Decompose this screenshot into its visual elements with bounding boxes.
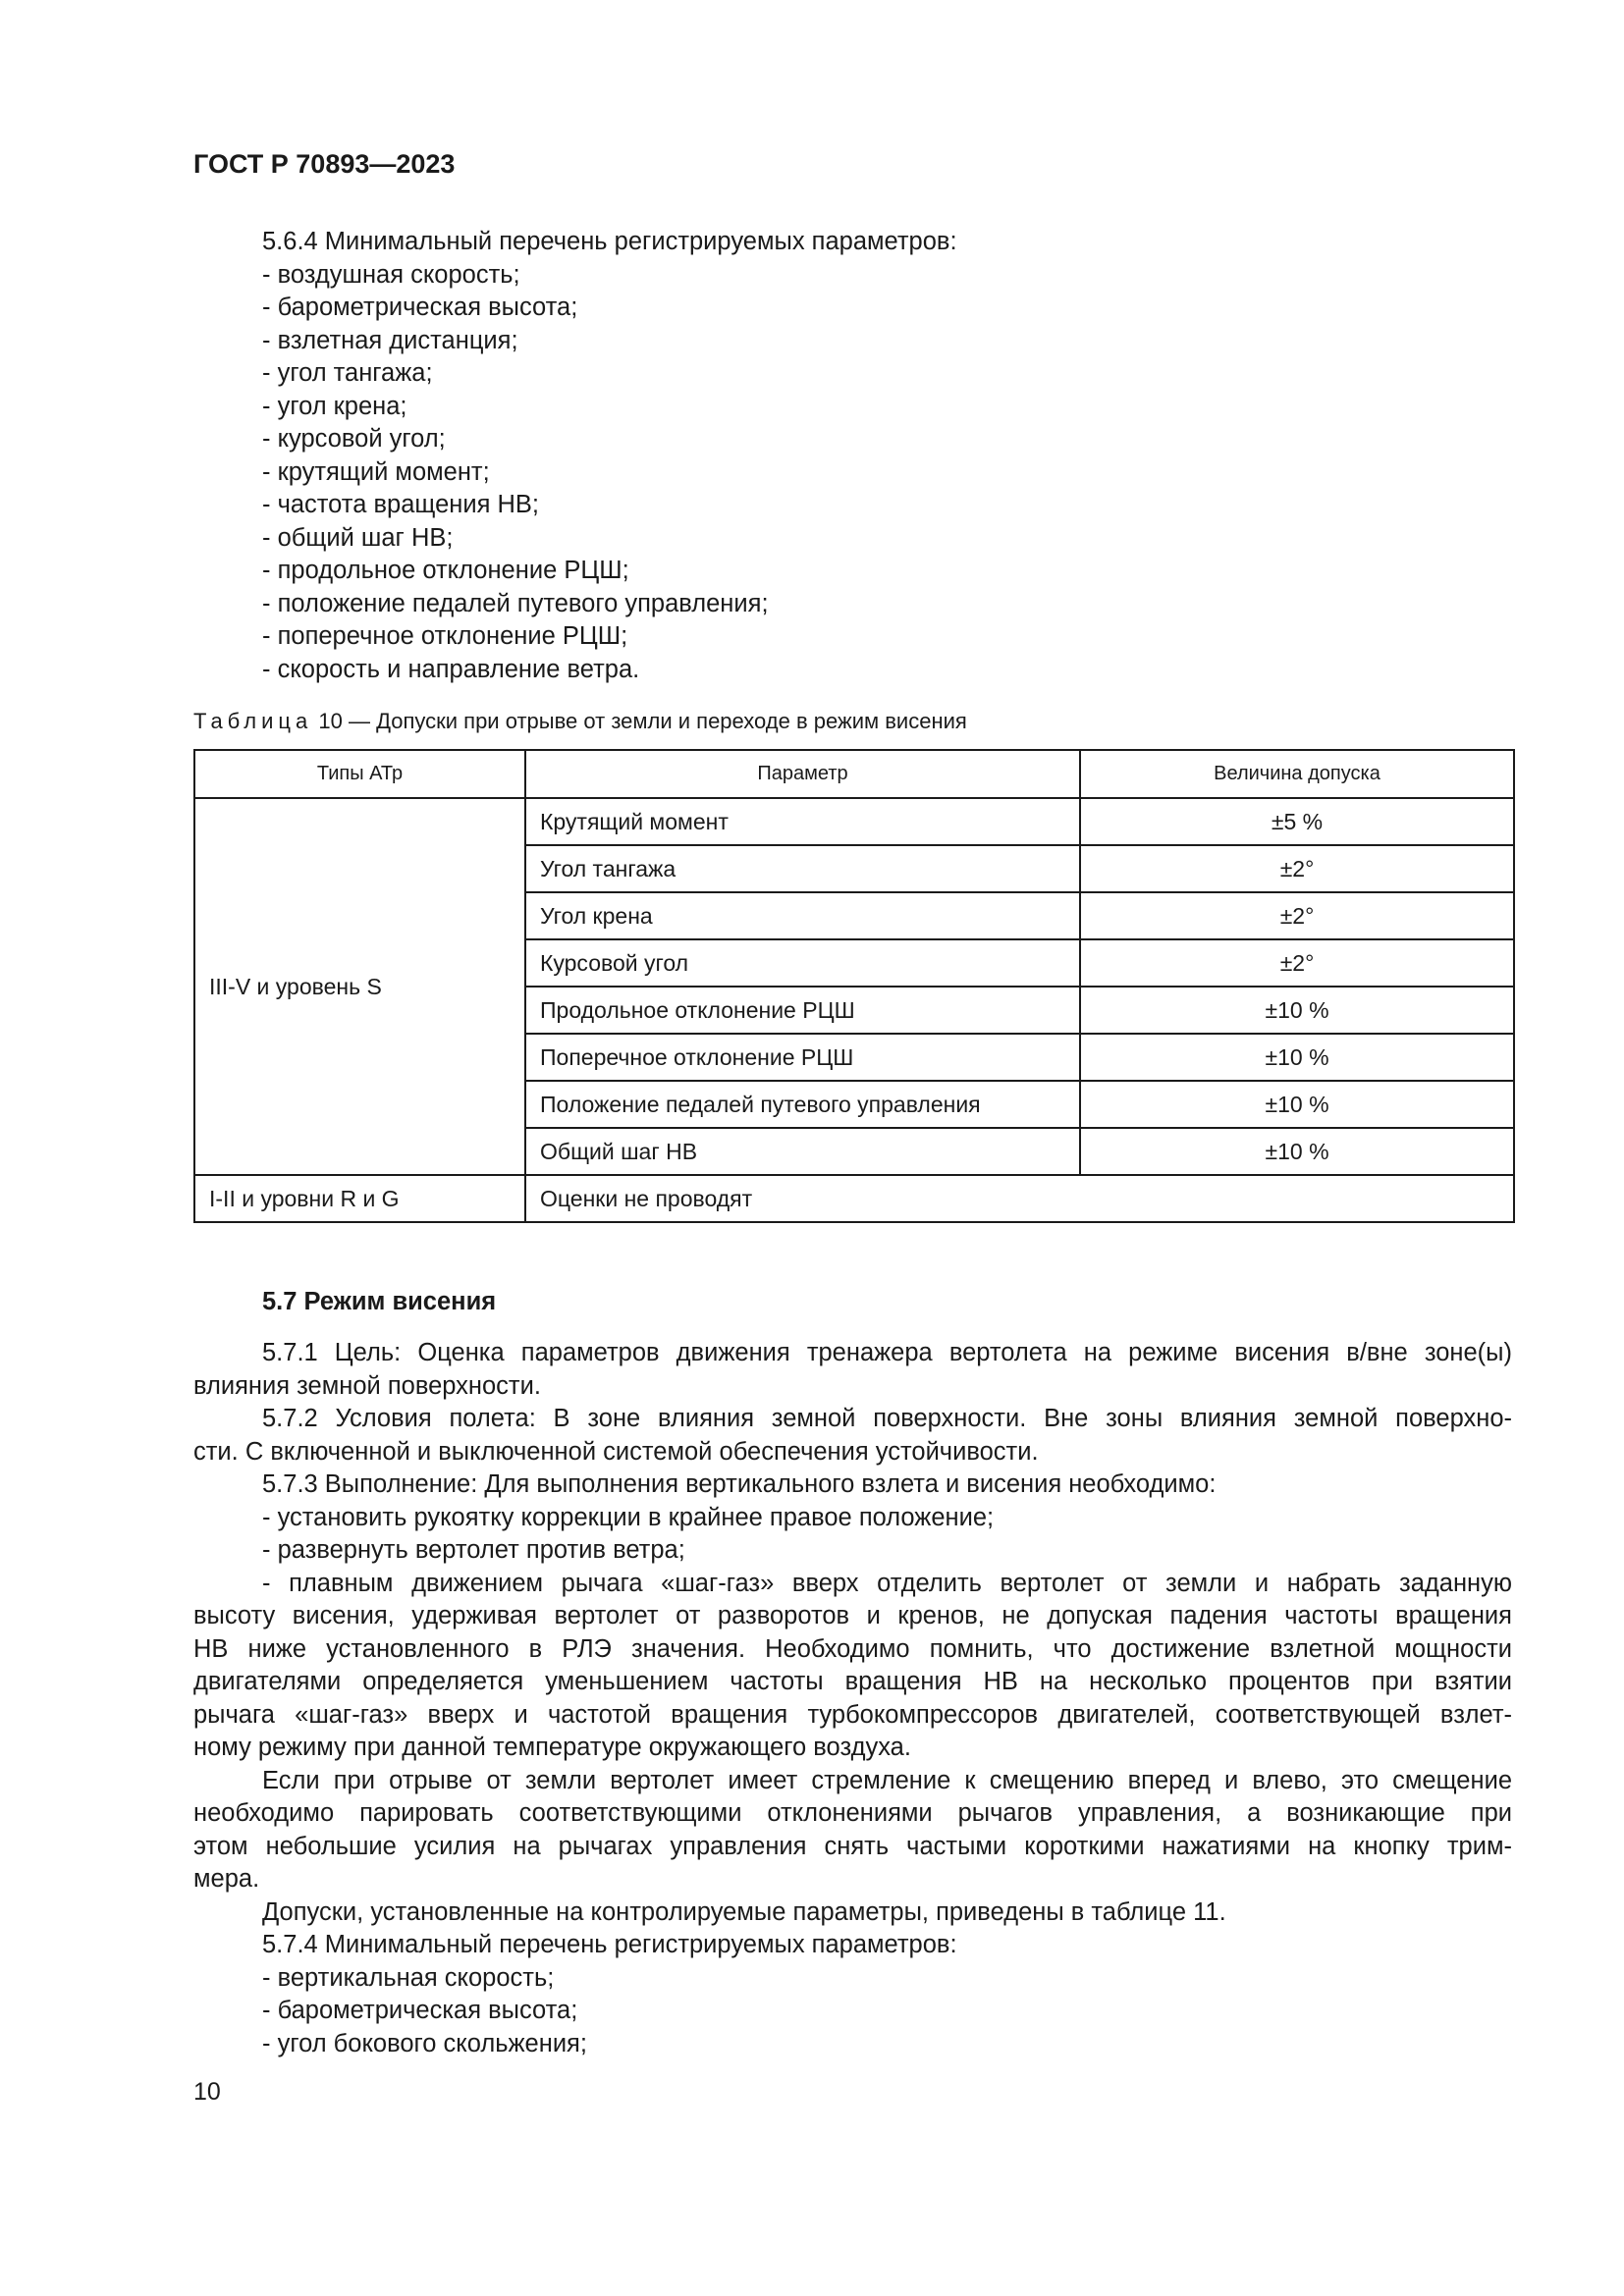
paragraph-line: Если при отрыве от земли вертолет имеет стремление к смещению вперед и влево, это смещение <box>262 1766 1512 1794</box>
paragraph-line: 5.7.4 Минимальный перечень регистрируемых параметров: <box>262 1931 957 1958</box>
paragraph-line: НВ ниже установленного в РЛЭ значения. Необходимо помнить, что достижение взлетной мощности <box>193 1634 1512 1663</box>
paragraph-line: двигателями определяется уменьшением частоты вращения НВ на несколько процентов при взятии <box>193 1668 1512 1695</box>
list-item: - скорость и направление ветра. <box>262 655 640 683</box>
table-row <box>194 1175 1514 1222</box>
list-item: - взлетная дистанция; <box>262 326 518 354</box>
page-number: 10 <box>193 2078 221 2106</box>
param-cell: Оценки не проводят <box>525 1175 1514 1222</box>
table-header-row <box>194 750 1514 798</box>
tolerance-cell: ±10 % <box>1080 1128 1514 1175</box>
param-cell: Продольное отклонение РЦШ <box>525 987 1080 1034</box>
type-cell: III-V и уровень S <box>194 798 525 1175</box>
tolerance-cell: ±2° <box>1080 845 1514 892</box>
paragraph-line: 5.7.1 Цель: Оценка параметров движения тренажера вертолета на режиме висения в/вне зоне(ы) <box>262 1339 1512 1366</box>
list-item: - угол бокового скольжения; <box>262 2029 587 2057</box>
tolerance-cell: ±10 % <box>1080 987 1514 1034</box>
tolerance-table <box>193 749 1515 1223</box>
list-item: - общий шаг НВ; <box>262 523 454 552</box>
column-header: Параметр <box>525 750 1080 798</box>
list-item: - курсовой угол; <box>262 425 446 453</box>
param-cell: Угол тангажа <box>525 845 1080 892</box>
list-item: - барометрическая высота; <box>262 294 578 321</box>
list-item: - воздушная скорость; <box>262 260 520 289</box>
param-cell: Угол крена <box>525 892 1080 939</box>
list-item: - плавным движением рычага «шаг-газ» вверх отделить вертолет от земли и набрать заданную <box>262 1569 1512 1597</box>
table-caption <box>193 709 967 734</box>
section-title: 5.7 Режим висения <box>262 1288 497 1315</box>
document-header: ГОСТ Р 70893—2023 <box>193 149 456 179</box>
param-cell: Курсовой угол <box>525 939 1080 987</box>
paragraph-line: сти. С включенной и выключенной системой обеспечения устойчивости. <box>193 1437 1039 1466</box>
tolerance-cell: ±2° <box>1080 939 1514 987</box>
table-row <box>194 798 1514 845</box>
list-item: - крутящий момент; <box>262 457 490 486</box>
list-item: - барометрическая высота; <box>262 1997 578 2024</box>
paragraph-line: необходимо парировать соответствующими отклонениями рычагов управления, а возникающие при <box>193 1799 1512 1827</box>
list-item: - угол крена; <box>262 392 407 420</box>
list-item: - поперечное отклонение РЦШ; <box>262 622 628 650</box>
tolerance-cell: ±10 % <box>1080 1081 1514 1128</box>
paragraph-line: 5.7.3 Выполнение: Для выполнения вертикального взлета и висения необходимо: <box>262 1470 1217 1498</box>
paragraph-line: 5.7.2 Условия полета: В зоне влияния земной поверхности. Вне зоны влияния земной поверхно- <box>262 1405 1512 1432</box>
paragraph-line: высоту висения, удерживая вертолет от разворотов и кренов, не допуская падения частоты вращения <box>193 1602 1512 1629</box>
paragraph-line: рычага «шаг-газ» вверх и частотой вращения турбокомпрессоров двигателей, соответствующей взлет- <box>193 1700 1512 1729</box>
paragraph-line: этом небольшие усилия на рычагах управления снять частыми короткими нажатиями на кнопку трим- <box>193 1832 1512 1860</box>
param-cell: Положение педалей путевого управления <box>525 1081 1080 1128</box>
list-item: - частота вращения НВ; <box>262 491 539 518</box>
section-intro: 5.6.4 Минимальный перечень регистрируемых параметров: <box>262 228 957 255</box>
table-caption-label: Таблица <box>193 709 313 733</box>
section-5-6-4 <box>193 226 1512 686</box>
tolerance-cell: ±10 % <box>1080 1034 1514 1081</box>
paragraph-line: Допуски, установленные на контролируемые параметры, приведены в таблице 11. <box>262 1897 1226 1926</box>
section-5-7-body <box>193 1337 1512 2060</box>
list-item: - положение педалей путевого управления; <box>262 589 769 617</box>
column-header: Типы АТр <box>194 750 525 798</box>
list-item: - угол тангажа; <box>262 359 433 387</box>
list-item: - вертикальная скорость; <box>262 1963 555 1992</box>
paragraph-line: влияния земной поверхности. <box>193 1371 541 1400</box>
table-caption-text: 10 — Допуски при отрыве от земли и переходе в режим висения <box>318 709 967 733</box>
type-cell: I-II и уровни R и G <box>194 1175 525 1222</box>
param-cell: Крутящий момент <box>525 798 1080 845</box>
list-item: - развернуть вертолет против ветра; <box>262 1536 685 1564</box>
paragraph-line: ному режиму при данной температуре окружающего воздуха. <box>193 1734 911 1761</box>
list-item: - установить рукоятку коррекции в крайнее правое положение; <box>262 1503 995 1531</box>
tolerance-cell: ±5 % <box>1080 798 1514 845</box>
paragraph-line: мера. <box>193 1865 260 1893</box>
param-cell: Общий шаг НВ <box>525 1128 1080 1175</box>
tolerance-cell: ±2° <box>1080 892 1514 939</box>
list-item: - продольное отклонение РЦШ; <box>262 557 629 584</box>
column-header: Величина допуска <box>1080 750 1514 798</box>
param-cell: Поперечное отклонение РЦШ <box>525 1034 1080 1081</box>
